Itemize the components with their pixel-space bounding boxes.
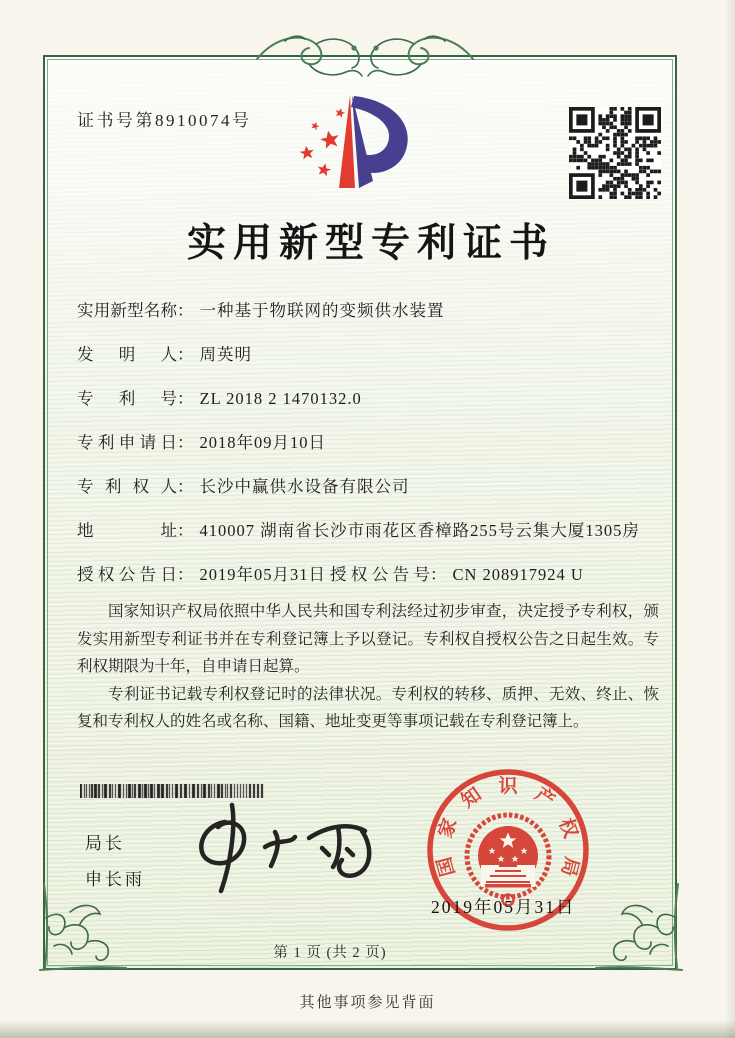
field-value: ZL 2018 2 1470132.0 xyxy=(199,389,362,408)
svg-text:局: 局 xyxy=(556,854,582,879)
field-row-patentee: 专利权人： 长沙中赢供水设备有限公司 xyxy=(77,473,660,517)
field-label: 地址 xyxy=(77,521,177,540)
field-label: 专利申请日 xyxy=(77,433,177,452)
barcode-icon xyxy=(80,784,264,798)
field-label: 实用新型名称 xyxy=(77,301,177,320)
page-number: 第 1 页 (共 2 页) xyxy=(273,945,387,961)
back-note: 其他事项参见背面 xyxy=(299,995,436,1011)
field-row-patent-no: 专利号： ZL 2018 2 1470132.0 xyxy=(77,385,660,429)
qr-code-icon xyxy=(569,107,661,199)
field-value: 一种基于物联网的变频供水装置 xyxy=(199,301,445,320)
legal-paragraph-2: 专利证书记载专利权登记时的法律状况。专利权的转移、质押、无效、终止、恢复和专利权人的姓名或名称、国籍、地址变更等事项记载在专利登记簿上。 xyxy=(77,685,659,730)
field-row-grant: 授权公告日： 2019年05月31日 授权公告号： CN 208917924 U xyxy=(77,561,660,605)
field-row-inventor: 发明人： 周英明 xyxy=(77,341,660,385)
svg-text:权: 权 xyxy=(554,815,581,841)
certificate-number: 证书号第8910074号 xyxy=(77,111,252,130)
field-row-filing-date: 专利申请日： 2018年09月10日 xyxy=(77,429,660,473)
director-signature xyxy=(183,798,388,900)
field-label: 发明人 xyxy=(77,345,177,364)
national-emblem-icon xyxy=(467,815,549,906)
field-row-address: 地址： 410007 湖南省长沙市雨花区香樟路255号云集大厦1305房 xyxy=(77,517,660,561)
field-value: 410007 湖南省长沙市雨花区香樟路255号云集大厦1305房 xyxy=(199,521,640,540)
director-name: 申长雨 xyxy=(85,870,145,889)
svg-text:家: 家 xyxy=(435,815,462,841)
legal-paragraph-1: 国家知识产权局依照中华人民共和国专利法经过初步审查，决定授予专利权，颁发实用新型专利证书并在专利登记簿上予以登记。专利权自授权公告之日起生效。专利权期限为十年，自申请日起算。 xyxy=(77,603,659,675)
field-grant-number: 授权公告号： CN 208917924 U xyxy=(330,561,584,585)
field-row-name: 实用新型名称： 一种基于物联网的变频供水装置 xyxy=(77,297,660,341)
field-value: 长沙中赢供水设备有限公司 xyxy=(199,477,410,496)
svg-text:识: 识 xyxy=(498,776,518,797)
field-value: 周英明 xyxy=(199,345,252,364)
director-title: 局长 xyxy=(85,834,125,853)
field-label: 专利权人 xyxy=(77,477,177,496)
cnipa-patent-logo-icon xyxy=(288,90,420,208)
field-label: 授权公告日 xyxy=(77,565,177,584)
field-value: 2018年09月10日 xyxy=(199,433,326,452)
svg-text:国: 国 xyxy=(434,854,460,879)
field-label: 专利号 xyxy=(77,389,177,408)
field-value: 2019年05月31日 xyxy=(199,565,326,584)
svg-text:知: 知 xyxy=(457,783,486,813)
seal-date: 2019年05月31日 xyxy=(431,897,576,917)
legal-text xyxy=(77,598,659,736)
certificate-title: 实用新型专利证书 xyxy=(186,222,555,265)
patent-fields xyxy=(77,297,660,605)
field-value: CN 208917924 U xyxy=(452,565,584,584)
svg-text:产: 产 xyxy=(530,783,559,813)
field-label: 授权公告号 xyxy=(330,565,430,584)
